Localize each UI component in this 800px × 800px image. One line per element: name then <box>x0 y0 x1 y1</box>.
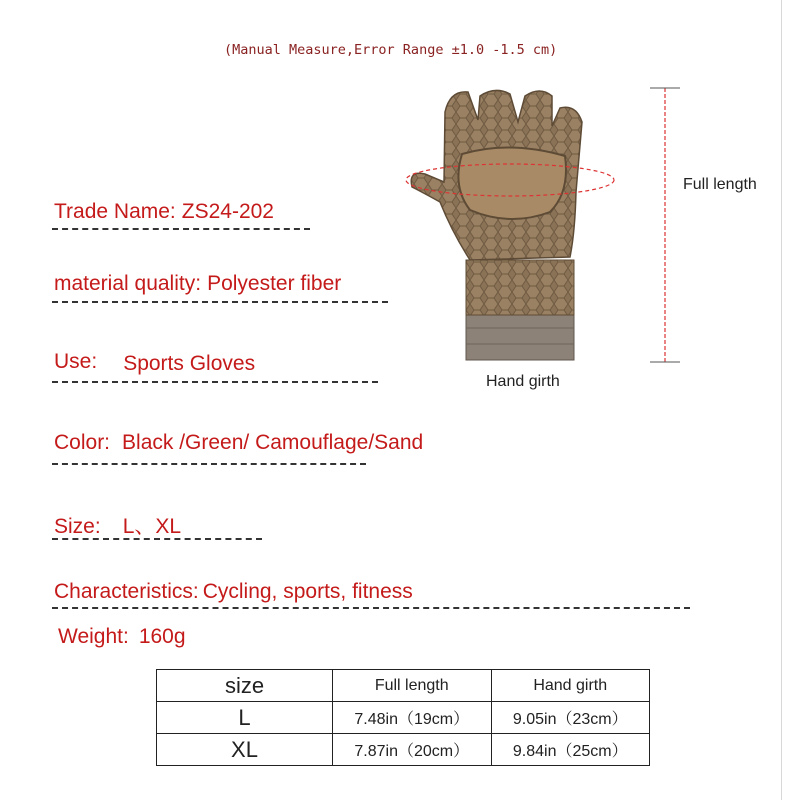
spec-label: material quality: <box>54 272 202 295</box>
full-length-label: Full length <box>683 176 757 193</box>
spec-use <box>54 350 255 374</box>
cell-size: XL <box>157 734 333 766</box>
table-row <box>157 734 650 766</box>
spec-value: L、XL <box>122 515 182 538</box>
cell-hand-girth: 9.05in（23cm） <box>491 702 650 734</box>
spec-size <box>54 510 181 540</box>
header-hand-girth: Hand girth <box>491 670 650 702</box>
right-border-line <box>781 0 782 800</box>
header-size: size <box>157 670 333 702</box>
spec-value: Sports Gloves <box>123 352 256 375</box>
spec-material <box>54 272 341 296</box>
divider <box>52 228 310 230</box>
spec-value: Polyester fiber <box>207 272 342 295</box>
divider <box>52 538 262 540</box>
spec-label: Use: <box>54 350 98 373</box>
size-chart-table <box>156 669 650 766</box>
cell-size: L <box>157 702 333 734</box>
divider <box>52 381 378 383</box>
divider <box>52 301 388 303</box>
spec-label: Size: <box>54 515 101 538</box>
cell-hand-girth: 9.84in（25cm） <box>491 734 650 766</box>
measurement-note: (Manual Measure,Error Range ±1.0 -1.5 cm) <box>224 42 558 58</box>
glove-image <box>400 82 700 372</box>
cell-full-length: 7.48in（19cm） <box>333 702 492 734</box>
spec-label: Color: <box>54 431 111 454</box>
cell-full-length: 7.87in（20cm） <box>333 734 492 766</box>
table-row <box>157 702 650 734</box>
header-full-length: Full length <box>333 670 492 702</box>
divider <box>52 463 366 465</box>
spec-label: Weight: <box>58 625 129 648</box>
spec-characteristics <box>54 580 413 604</box>
spec-value: ZS24-202 <box>181 200 274 223</box>
spec-label: Trade Name: <box>54 200 176 223</box>
spec-weight <box>58 625 186 649</box>
divider <box>52 607 690 609</box>
spec-label: Characteristics: <box>54 580 199 603</box>
spec-value: Black /Green/ Camouflage/Sand <box>122 431 424 454</box>
table-header-row <box>157 670 650 702</box>
spec-trade-name <box>54 200 274 224</box>
hand-girth-label: Hand girth <box>486 373 560 390</box>
spec-value: Cycling, sports, fitness <box>202 580 413 603</box>
spec-color <box>54 431 423 455</box>
spec-value: 160g <box>138 625 186 648</box>
